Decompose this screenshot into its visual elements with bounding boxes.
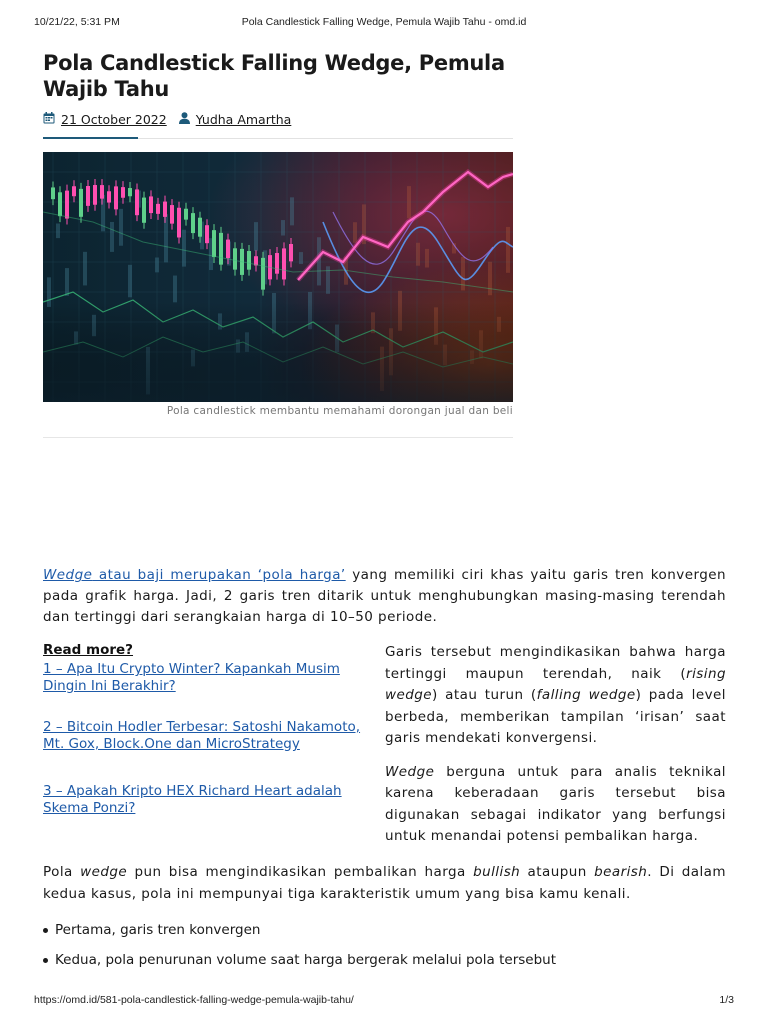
print-header [34,16,734,30]
wedge-para-b: pun bisa mengindikasikan pembalikan harga [127,864,474,880]
intro-link-italic: Wedge [43,567,93,583]
wedge-para-c: ataupun [520,864,595,880]
print-url: https://omd.id/581-pola-candlestick-falling-wedge-pemula-wajib-tahu/ [34,994,354,1006]
wedge-para-a: Pola [43,864,81,880]
read-more-link-2[interactable]: 2 – Bitcoin Hodler Terbesar: Satoshi Nakamoto, Mt. Gox, Block.One dan MicroStrategy [43,719,361,752]
intro-text: yang memiliki ciri khas yaitu garis tren konvergen pada grafik harga. Jadi, 2 garis tren ditarik untuk menghubungkan masing-masing terendah dan tertinggi dari serangkaian harga di 10–50 periode. [43,567,727,625]
article-meta [43,110,291,128]
intro-link[interactable] [43,567,346,583]
wedge-use-paragraph [385,762,726,848]
garis-text-a: Garis tersebut mengindikasikan bahwa harga tertinggi maupun terendah, naik ( [385,644,726,682]
print-footer [34,994,734,1008]
author-link[interactable]: Yudha Amartha [195,111,292,127]
print-datetime: 10/21/22, 5:31 PM [34,16,120,28]
right-column [385,642,726,848]
print-page-number: 1/3 [719,994,734,1006]
garis-paragraph [385,642,726,750]
article-date-link[interactable]: 21 October 2022 [61,111,167,127]
author-block [179,112,292,127]
rising-wedge-term: rising wedge [385,665,726,703]
list-item: Kedua, pola penurunan volume saat harga bergerak melalui pola tersebut [43,950,726,970]
hero-image [43,152,513,402]
title-divider [43,138,513,139]
caption-divider [43,437,513,438]
candlestick-illustration [43,152,513,402]
bearish-term: bearish [594,864,648,880]
image-caption: Pola candlestick membantu memahami dorongan jual dan beli [166,405,513,417]
intro-link-text: atau baji merupakan ‘pola harga’ [92,567,346,583]
wedge-para-d: . Di dalam kedua kasus, pola ini mempunyai tiga karakteristik umum yang bisa kamu kenali. [43,864,726,902]
calendar-icon [43,112,55,127]
print-page-title: Pola Candlestick Falling Wedge, Pemula Wajib Tahu - omd.id [241,16,527,28]
wedge-paragraph [43,861,726,905]
read-more-box [43,642,363,817]
falling-wedge-term: falling wedge [536,687,636,703]
intro-paragraph [43,565,726,628]
wedge-para-wedge: wedge [80,864,128,880]
garis-text-b: ) atau turun ( [432,687,537,703]
wedge-term: Wedge [385,763,435,780]
garis-text-c: ) pada level berbeda, memberikan tampilan ‘irisan’ saat garis mendekati konvergensi. [385,687,726,746]
read-more-link-3[interactable]: 3 – Apakah Kripto HEX Richard Heart adalah Skema Ponzi? [43,783,342,816]
characteristics-list [43,920,726,970]
read-more-link-1[interactable]: 1 – Apa Itu Crypto Winter? Kapankah Musim Dingin Ini Berakhir? [43,661,340,694]
bullish-term: bullish [473,864,521,880]
list-item: Pertama, garis tren konvergen [43,920,726,940]
read-more-title: Read more? [43,642,134,658]
wedge-use-text: berguna untuk para analis teknikal karena keberadaan garis tersebut bisa digunakan sebagai indikator yang berfungsi untuk menandai potensi pembalikan harga. [385,763,726,844]
article-title: Pola Candlestick Falling Wedge, Pemula Wajib Tahu [43,51,505,101]
user-icon [179,112,190,127]
